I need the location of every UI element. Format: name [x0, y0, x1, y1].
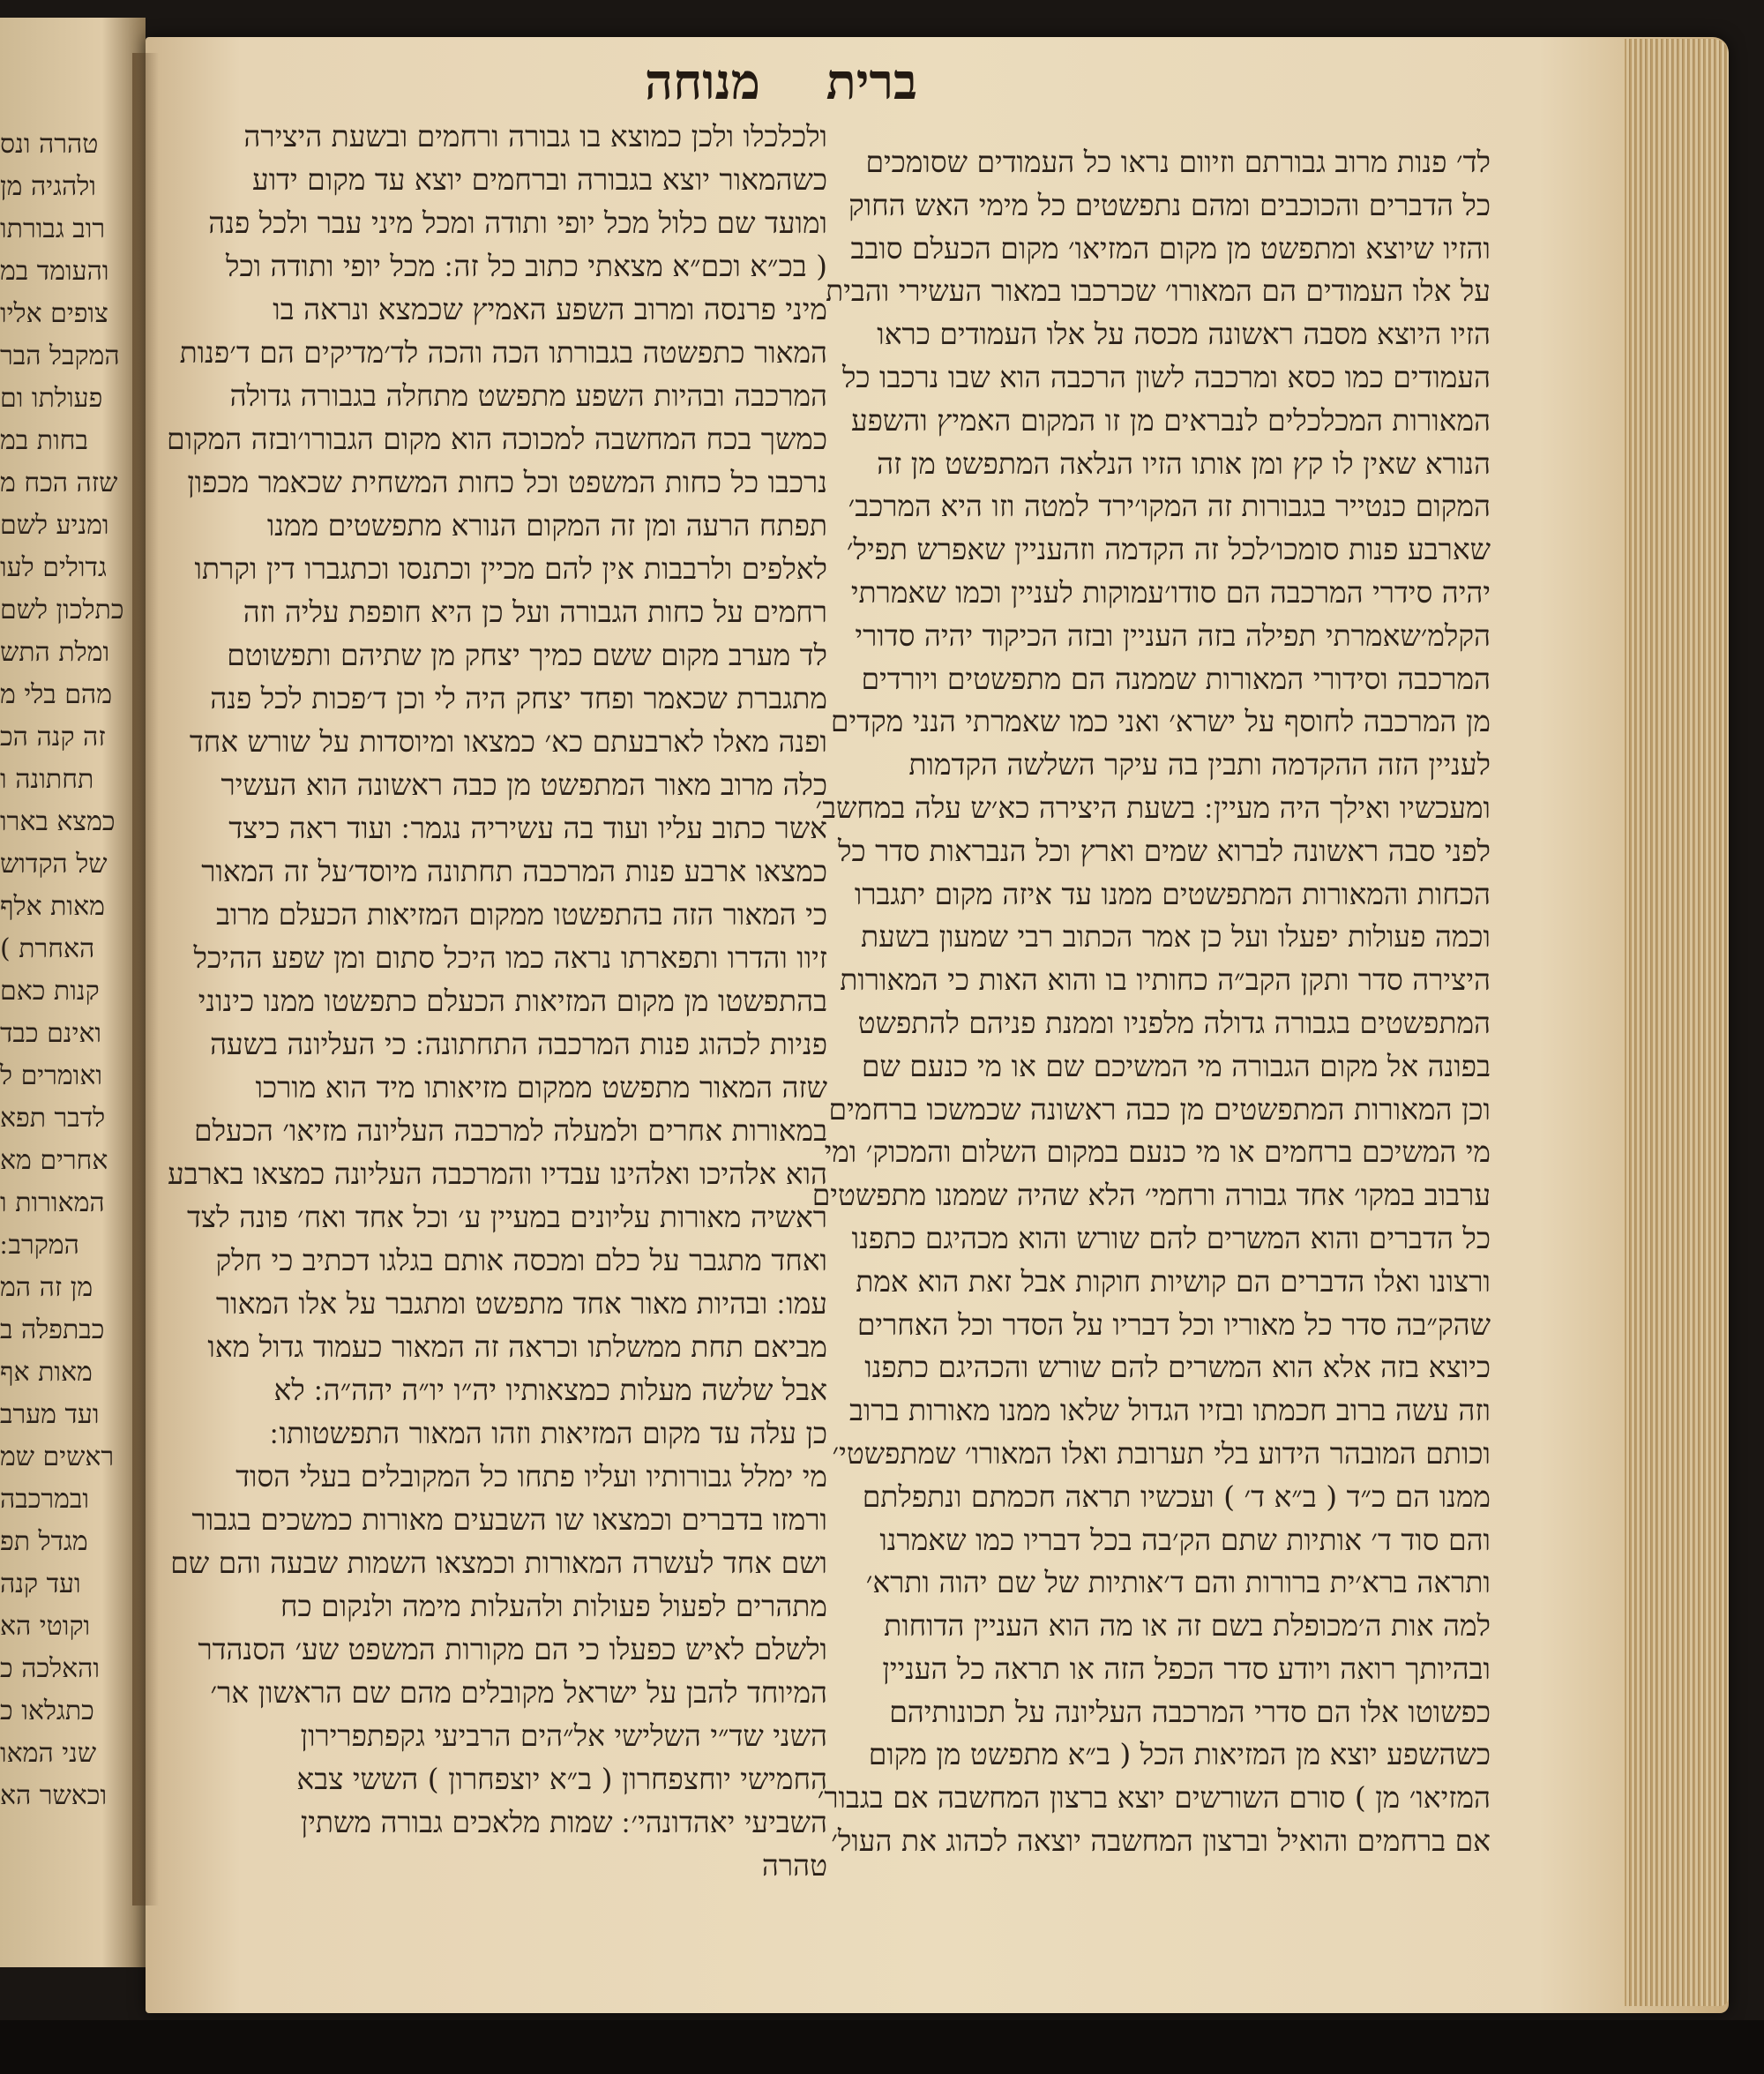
text-line: מתגברת שכאמר ופחד יצחק היה לי וכן ד׳פכות לכל פנה [210, 681, 827, 715]
facing-text-line: המאורות ו [0, 1187, 105, 1218]
text-line: טהרה [761, 1848, 827, 1883]
text-line: וכותם המובהר הידוע בלי תערובת ואלו המאורו׳ שמתפשטי׳ [832, 1435, 1491, 1471]
text-line: כמצאו ארבע פנות המרכבה תחתונה מיוסד׳על זה המאור [201, 854, 827, 888]
facing-text-line: מגדל תפ [0, 1526, 88, 1557]
facing-text-line: וכאשר הא [0, 1780, 108, 1811]
text-line: וזה עשה ברוב חכמתו ובזיו הגדול שלאו ממנו מאורות ברוב [849, 1393, 1491, 1428]
text-line: ואחד מתגבר על כלם ומכסה אותם בגלגו דכתיב כי חלק [215, 1243, 827, 1277]
text-line: אם ברחמים והואיל וברצון המחשבה יוצאה לכהוג את העול׳ [831, 1823, 1491, 1859]
text-line: ולשלם לאיש כפעלו כי הם מקורות המשפט שע׳ הסנהדר [198, 1632, 827, 1666]
facing-text-line: של הקדוש [0, 849, 108, 880]
text-line: ובהיותך רואה ויודע סדר הכפל הזה או תראה כל העניין [882, 1651, 1491, 1686]
text-line: כל הדברים והכוכבים ומהם נתפשטים כל מימי האש החוק [848, 187, 1491, 222]
text-line: הוא אלהיכו ואלהינו עבדיו והמרכבה העליונה כמצאו בארבע [168, 1157, 827, 1191]
facing-text-line: ומלת התש [0, 637, 110, 668]
text-line: כיוצא בזה אלא הוא המשרים להם שורש והכהיגם כתפנו [864, 1350, 1491, 1385]
header-right-word: ברית [826, 53, 917, 111]
text-line: לד׳ פנות מרוב גבורתם וזיוום נראו כל העמודים שסומכים [865, 145, 1491, 179]
facing-text-line: המקבל הבר [0, 341, 120, 371]
facing-text-line: ועד קנה [0, 1569, 81, 1599]
text-line: המרכבה ובהיות השפע מתפשט מתחלה בגבורה גדולה [229, 378, 827, 413]
text-line: החמישי יוחצפחרון ( ב״א יוצפחרון ) הששי צבא [296, 1762, 827, 1796]
text-line: המאור כתפשטה בגבורתו הכה והכה לד׳מדיקים הם ד׳פנות [179, 335, 827, 370]
text-line: במאורות אחרים ולמעלה למרכבה העליונה מזיאו׳ הכעלם [194, 1113, 827, 1148]
text-line: ומעכשיו ואילך היה מעיין ׃ בשעת היצירה כא׳ש עלה במחשב׳ [815, 790, 1491, 825]
text-line: בפונה אל מקום הגבורה מי המשיכם שם או מי כנעם שם [861, 1048, 1491, 1083]
text-line: הנורא שאין לו קץ ומן אותו הזיו הנלאה המתפשט מן זה [877, 445, 1491, 481]
facing-text-line: ומניע לשם [0, 510, 109, 541]
text-line: כשהמאור יוצא בגבורה וברחמים יוצא עד מקום ידוע [252, 162, 827, 197]
text-line: עמו ׃ ובהיות מאור אחד מתפשט ומתגבר על אלו המאור [215, 1286, 827, 1321]
text-line: השני שד״י השלישי אל״הים הרביעי גקפתפרירון [300, 1718, 827, 1753]
text-line: פניות לכהוג פנות המרכבה התחתונה ׃ כי העליונה בשעה [210, 1027, 827, 1061]
text-line: שהק״בה סדר כל מאוריו וכל דבריו על הסדר וכל האחרים [856, 1307, 1491, 1342]
text-line: העמודים כמו כסא ומרכבה לשון הרכבה הוא שבו נרכבו כל [841, 359, 1491, 394]
text-line: כשהשפע יוצא מן המזיאות הכל ( ב״א מתפשט מן מקום [868, 1737, 1491, 1772]
facing-text-line: ואומרים ל [0, 1060, 103, 1091]
page-edges [1625, 39, 1729, 2006]
text-line: הזיו היוצא מסבה ראשונה מכסה על אלו העמודים כראו [877, 317, 1491, 352]
facing-text-line: ובמרכבה [0, 1484, 90, 1515]
text-line: זיוו והדרו ותפארתו נראה כמו היכל סתום ומן שפע ההיכל [193, 940, 827, 975]
text-line: למה אות ה׳מכופלת בשם זה או מה הוא העניין הדוחות [884, 1608, 1491, 1643]
facing-text-line: שזה הכח מ [0, 468, 118, 498]
text-line: בהתפשטו מן מקום המזיאות הכעלם כתפשטו ממנו כינוני [198, 984, 827, 1018]
text-line: כל הדברים והוא המשרים להם שורש והוא מכהיגם כתפנו [851, 1220, 1491, 1255]
text-line: מתהרים לפעול פעולות ולהעלות מימה ולנקום כח [280, 1589, 827, 1623]
text-line: מביאם תחת ממשלתו וכראה זה המאור כעמוד גדול מאו [207, 1329, 827, 1364]
text-line: וכן המאורות המתפשטים מן כבה ראשונה שכמשכו ברחמים [828, 1091, 1491, 1127]
facing-text-line: לדבר תפא [0, 1103, 106, 1134]
text-line: ופנה מאלו לארבעתם כא׳ כמצאו ומיוסדות על שורש אחד [189, 724, 827, 759]
text-line: לעניין הזה ההקדמה ותבין בה עיקר השלשה הקדמות [908, 747, 1491, 782]
text-line: ממנו הם כ״ד ( ב״א ד׳ ) ועכשיו תראה חכמתם ונתפלתם [862, 1479, 1491, 1514]
text-line: לפני סבה ראשונה לברוא שמים וארץ וכל הנבראות סדר כל [838, 833, 1491, 868]
header-left-word: מנוחה [644, 53, 760, 111]
text-line: המזיאו׳ מן ) סורם השורשים יוצא ברצון המחשבה אם בגבור׳ [817, 1780, 1491, 1816]
text-line: כי המאור הזה בהתפשטו ממקום המזיאות הכעלם מרוב [216, 897, 827, 932]
running-header [617, 53, 917, 111]
text-line: לד מערב מקום ששם כמיך יצחק מן שתיהם ותפשוטם [227, 638, 827, 672]
facing-text-line: טהרה ונס [0, 129, 99, 160]
facing-text-line: מאות אלף [0, 891, 105, 922]
facing-text-line: מהם בלי מ [0, 679, 112, 710]
text-line: רחמים על כחות הגבורה ועל כן היא חופפת עליה וזה [243, 595, 827, 629]
text-line: אשר כתוב עליו ועוד בה עשיריה נגמר ׃ ועוד ראה כיצד [228, 811, 827, 845]
facing-text-line: מן זה המ [0, 1272, 93, 1303]
text-line: ורמזו בדברים וכמצאו שו השבעים מאורות כמשכים בגבור [191, 1502, 827, 1537]
text-line: מיני פרנסה ומרוב השפע האמיץ שכמצא ונראה בו [273, 292, 827, 326]
facing-page-text [0, 124, 141, 1817]
facing-text-line: והאלכה כ [0, 1653, 101, 1684]
background-bottom [0, 2020, 1764, 2074]
left-text-column [157, 115, 827, 1887]
text-line: ולכלכלו ולכן כמוצא בו גבורה ורחמים ובשעת היצירה [243, 119, 827, 153]
facing-text-line: האחרת ) [0, 933, 95, 964]
text-line: המיוחד להבן על ישראל מקובלים מהם שם הראשון אר׳ [210, 1675, 827, 1710]
facing-text-line: וקוטי הא [0, 1611, 91, 1642]
facing-text-line: תחתונה ו [0, 764, 94, 795]
gutter-shadow [132, 53, 159, 1906]
text-line: יהיה סידרי המרכבה הם סודו׳עמוקות לעניין וכמו שאמרתי [850, 574, 1491, 610]
text-line: על אלו העמודים הם המאורו׳ שכרכבו במאור העשירי והבית [826, 273, 1491, 309]
facing-text-line: והעומד במ [0, 256, 109, 287]
text-line: ומועד שם כלול מכל יופי ותודה ומכל מיני עבר ולכל פנה [208, 206, 827, 240]
facing-text-line: כתלכון לשם [0, 595, 124, 625]
text-line: הכחות והמאורות המתפשטים ממנו עד איזה מקום יתגברו [854, 876, 1491, 911]
facing-page-fragment [0, 18, 146, 1967]
text-line: המתפשטים בגבורה גדולה מלפניו וממנת פניהם להתפשט [857, 1005, 1491, 1040]
facing-text-line: גדולים לעו [0, 552, 107, 583]
text-line: שזה המאור מתפשט ממקום מזיאותו מיד הוא מורכו [255, 1070, 827, 1104]
facing-text-line: ראשים שמ [0, 1441, 115, 1472]
text-line: הקלמ׳שאמרתי תפילה בזה העניין ובזה הכיקוד יהיה סדורי [855, 618, 1491, 653]
text-line: והם סוד ד׳ אותיות שתם הק׳בה בכל דבריו כמו שאמרנו [879, 1522, 1491, 1557]
text-line: מי ימלל גבורותיו ועליו פתחו כל המקובלים בעלי הסוד [235, 1459, 827, 1494]
text-line: כלה מרוב מאור המתפשט מן כבה ראשונה הוא העשיר [220, 767, 827, 802]
facing-text-line: ואינם כבד [0, 1018, 102, 1049]
facing-text-line: אחרים מא [0, 1145, 108, 1176]
facing-text-line: מאות אף [0, 1357, 93, 1388]
facing-text-line: המקרב ׃ [0, 1230, 79, 1261]
facing-text-line: שני המאו [0, 1738, 97, 1769]
facing-text-line: פעולתו ום [0, 383, 103, 414]
text-line: המקום כנטייר בגבורות זה המקו׳ירד למטה וזו היא המרכב׳ [848, 489, 1491, 524]
facing-text-line: כמצא בארו [0, 806, 116, 837]
text-line: והזיו שיוצא ומתפשט מן מקום המזיאו׳ מקום הכעלם סובב [850, 230, 1491, 266]
text-line: תפתח הרעה ומן זה המקום הנורא מתפשטים ממנו [266, 508, 827, 543]
text-line: היצירה סדר ותקן הקב״ה כחותיו בו והוא האות כי המאורות [840, 962, 1491, 998]
right-text-column [811, 141, 1491, 1863]
text-line: ותראה ברא׳ית ברורות והם ד׳אותיות של שם יהוה ותרא׳ [865, 1565, 1491, 1600]
facing-text-line: רוב גבורתו [0, 213, 106, 244]
text-line: השביעי יאהדונהי׳ ׃ שמות מלאכים גבורה משתין [300, 1805, 827, 1839]
text-line: כמשך בכח המחשבה למכוכה הוא מקום הגבורו׳ובזה המקום [166, 422, 827, 456]
text-line: מי המשיכם ברחמים או מי כנעם במקום השלום והמכוק׳ ומי [824, 1134, 1491, 1170]
text-line: אבל שלשה מעלות כמצאותיו יה״ו יו״ה יהה״ה ׃ לא [273, 1373, 827, 1407]
text-line: מן המרכבה לחוסף על ישרא׳ ואני כמו שאמרתי הנני מקדים [830, 704, 1491, 739]
facing-text-line: כבתפלה ב [0, 1314, 105, 1345]
text-line: ערבוב במקו׳ אחד גבורה ורחמי׳ הלא שהיה שממנו מתפשטים [811, 1178, 1491, 1213]
text-line: ושם אחד לעשרה המאורות וכמצאו השמות שבעה והם שם [170, 1546, 827, 1580]
facing-text-line: ועד מערב [0, 1399, 100, 1430]
facing-text-line: כתגלאו כ [0, 1696, 94, 1726]
facing-text-line: בחות במ [0, 425, 88, 456]
text-line: ראשיה מאורות עליונים במעיין ע׳ וכל אחד ואח׳ פונה לצד [187, 1200, 827, 1234]
facing-text-line: זה קנה הכ [0, 722, 106, 752]
text-line: המרכבה וסידורי המאורות שממנה הם מתפשטים ויורדים [861, 661, 1491, 696]
text-line: וכמה פעולות יפעלו ועל כן אמר הכתוב רבי שמעון בשעת [861, 919, 1491, 955]
text-line: כפשוטו אלו הם סדרי המרכבה העליונה על תכונותיהם [889, 1694, 1491, 1729]
facing-text-line: ולהגיה מן [0, 171, 96, 202]
text-line: המאורות המכלכלים לנבראים מן זו המקום האמיץ והשפע [850, 402, 1491, 438]
text-line: ורצונו ואלו הדברים הם קושיות חוקות אבל זאת הוא אמת [856, 1263, 1491, 1299]
text-line: כן עלה עד מקום המזיאות וזהו המאור התפשטותו ׃ [270, 1416, 827, 1450]
text-line: שארבע פנות סומכו׳לכל זה הקדמה וזהעניין שאפרש תפיל׳ [846, 532, 1491, 567]
facing-text-line: קנות כאם [0, 976, 100, 1007]
text-line: ( בכ״א וכם״א מצאתי כתוב כל זה ׃ מכל יופי ותודה וכל [226, 249, 827, 283]
facing-text-line: צופים אליו [0, 298, 108, 329]
text-line: נרכבו כל כחות המשפט וכל כחות המשחית שכאמר מכפון [187, 465, 827, 499]
text-line: לאלפים ולרבבות אין להם מכיין וכתנסו וכתגברו דין וקרתו [194, 551, 827, 586]
